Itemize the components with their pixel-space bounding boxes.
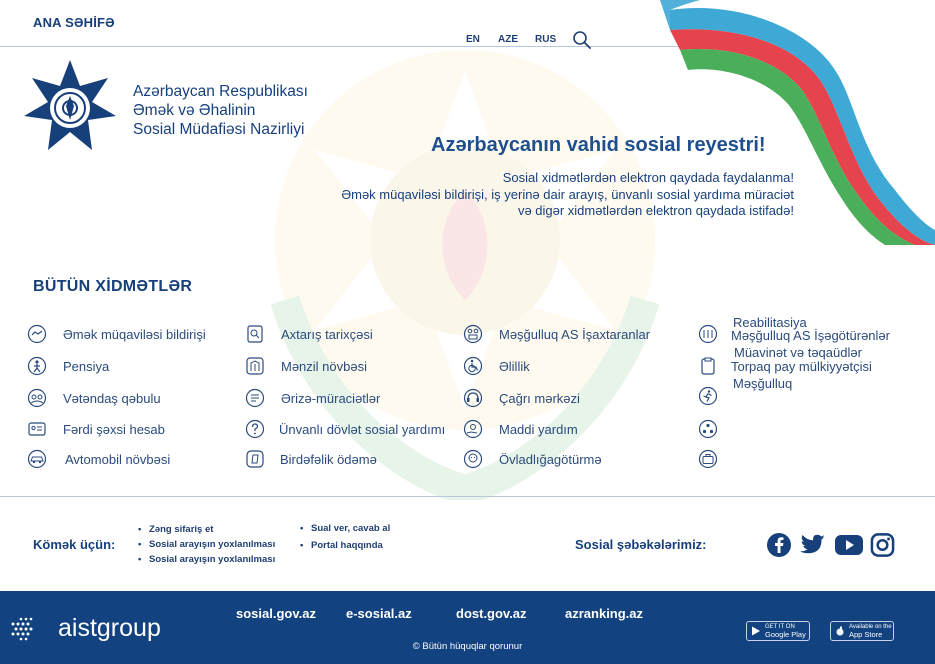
service-citizen-reception[interactable]	[27, 388, 161, 408]
lang-en-link[interactable]: EN	[466, 34, 480, 45]
service-label: Vətəndaş qəbulu	[63, 390, 161, 406]
hero-line1: Sosial xidmətlərdən elektron qaydada faydalanma!	[502, 170, 794, 185]
app-store-small-text: Available on the	[849, 624, 892, 630]
building-icon	[245, 356, 265, 376]
home-link[interactable]: ANA SƏHİFƏ	[33, 15, 115, 30]
handshake-icon	[27, 324, 47, 344]
copyright: © Bütün hüquqlar qorunur	[412, 641, 523, 652]
service-label: Birdəfəlik ödəmə	[280, 451, 377, 467]
child-icon	[463, 449, 483, 469]
help-label: Kömək üçün:	[33, 537, 116, 552]
section-divider	[0, 496, 935, 497]
app-store-big-text: App Store	[849, 630, 883, 639]
id-card-icon	[27, 419, 47, 439]
people-icon	[27, 388, 47, 408]
service-label: Avtomobil növbəsi	[65, 451, 171, 467]
service-financial-aid[interactable]	[463, 419, 578, 439]
service-employment-contract[interactable]	[27, 324, 206, 344]
service-employment-jobseekers[interactable]	[463, 324, 650, 344]
google-play-big-text: Google Play	[765, 630, 806, 639]
order-call-link[interactable]: • Zəng sifariş et	[138, 522, 275, 537]
service-benefits[interactable]: Müavinət və təqaüdlər	[734, 345, 862, 360]
service-label: Əlillik	[499, 358, 530, 374]
check-reference-link[interactable]: • Sosial arayışın yoxlanılması	[138, 537, 275, 552]
service-label: Axtarış tarixçəsi	[281, 326, 373, 342]
hand-coin-icon	[463, 419, 483, 439]
hero-line3: və digər xidmətlərdən elektron qaydada istifadə!	[517, 203, 794, 218]
service-targeted-assistance[interactable]	[245, 419, 445, 439]
service-rehabilitation[interactable]: Reabilitasiya	[733, 315, 807, 330]
elderly-person-icon	[27, 356, 47, 376]
service-label: Çağrı mərkəzi	[499, 390, 580, 406]
service-label: Ərizə-müraciətlər	[281, 390, 381, 406]
service-label: Məşğulluq AS İşaxtaranlar	[499, 326, 651, 342]
ministry-logo-icon	[20, 58, 120, 158]
clipboard-icon[interactable]	[698, 356, 718, 376]
google-play-icon	[751, 626, 761, 636]
network-icon[interactable]	[698, 419, 718, 439]
institution-icon[interactable]	[698, 324, 718, 344]
hero-line2: Əmək müqaviləsi bildirişi, iş yerinə dair arayış, ünvanlı sosial yardıma müraciət	[341, 186, 794, 202]
instagram-icon[interactable]	[870, 532, 895, 558]
wheelchair-icon	[463, 356, 483, 376]
ask-question-link[interactable]: • Sual ver, cavab al	[300, 520, 390, 537]
hero-title: Azərbaycanın vahid sosial reyestri!	[431, 134, 766, 156]
ministry-name-line3: Sosial Müdafiəsi Nazirliyi	[133, 121, 305, 138]
service-disability[interactable]	[463, 356, 530, 376]
youtube-icon[interactable]	[834, 532, 864, 558]
service-label: Əmək müqaviləsi bildirişi	[63, 326, 206, 342]
suitcase-icon[interactable]	[698, 449, 718, 469]
footer-link-azranking[interactable]: azranking.az	[565, 606, 644, 621]
aistgroup-logo[interactable]	[10, 612, 185, 644]
service-label: Mənzil növbəsi	[281, 358, 367, 374]
service-pension[interactable]	[27, 356, 109, 376]
services-title: BÜTÜN XİDMƏTLƏR	[33, 278, 193, 295]
twitter-icon[interactable]	[798, 532, 826, 558]
help-list-primary	[138, 522, 275, 567]
google-play-small-text: GET IT ON	[765, 624, 795, 630]
documents-icon	[245, 388, 265, 408]
lang-rus-link[interactable]: RUS	[535, 34, 557, 45]
headset-icon	[463, 388, 483, 408]
ministry-name-line1: Azərbaycan Respublikası	[133, 83, 308, 100]
running-person-icon[interactable]	[698, 386, 718, 406]
facebook-icon[interactable]	[766, 532, 792, 558]
service-housing-queue[interactable]	[245, 356, 367, 376]
service-call-center[interactable]	[463, 388, 580, 408]
hero-description	[274, 170, 794, 220]
app-store-button[interactable]	[830, 621, 894, 641]
footer-link-e-sosial[interactable]: e-sosial.az	[346, 606, 412, 621]
service-employment-employers[interactable]: Məşğulluq AS İşəgötürənlər	[731, 328, 890, 343]
briefcase-person-icon	[463, 324, 483, 344]
ministry-name-line2: Əmək və Əhalinin	[133, 102, 256, 119]
footer-link-dost[interactable]: dost.gov.az	[456, 606, 527, 621]
service-label: Fərdi şəxsi hesab	[63, 421, 165, 437]
aistgroup-logo-text: aistgroup	[58, 614, 161, 642]
footer-link-sosial[interactable]: sosial.gov.az	[236, 606, 316, 621]
service-search-history[interactable]	[245, 324, 373, 344]
about-portal-link[interactable]: • Portal haqqında	[300, 537, 390, 554]
service-car-queue[interactable]	[27, 449, 170, 469]
ministry-name	[133, 82, 308, 139]
service-label: Ünvanlı dövlət sosial yardımı	[279, 421, 446, 437]
service-label: Pensiya	[63, 358, 110, 374]
service-one-time-payment[interactable]	[245, 449, 377, 469]
service-label: Övladlığagötürmə	[499, 451, 602, 467]
service-employment[interactable]: Məşğulluq	[733, 376, 793, 391]
service-land-share[interactable]: Torpaq pay mülkiyyətçisi	[731, 359, 872, 374]
wallet-icon	[245, 449, 265, 469]
car-icon	[27, 449, 47, 469]
help-list-secondary	[300, 520, 390, 554]
google-play-button[interactable]	[746, 621, 810, 641]
check-reference-link-2[interactable]: • Sosial arayışın yoxlanılması	[138, 552, 275, 567]
service-adoption[interactable]	[463, 449, 602, 469]
question-icon	[245, 419, 265, 439]
service-label: Maddi yardım	[499, 421, 578, 437]
document-search-icon	[245, 324, 265, 344]
social-label: Sosial şəbəkələrimiz:	[575, 537, 707, 552]
service-applications[interactable]	[245, 388, 380, 408]
apple-icon	[835, 626, 845, 636]
lang-aze-link[interactable]: AZE	[498, 34, 518, 45]
service-personal-account[interactable]	[27, 419, 165, 439]
